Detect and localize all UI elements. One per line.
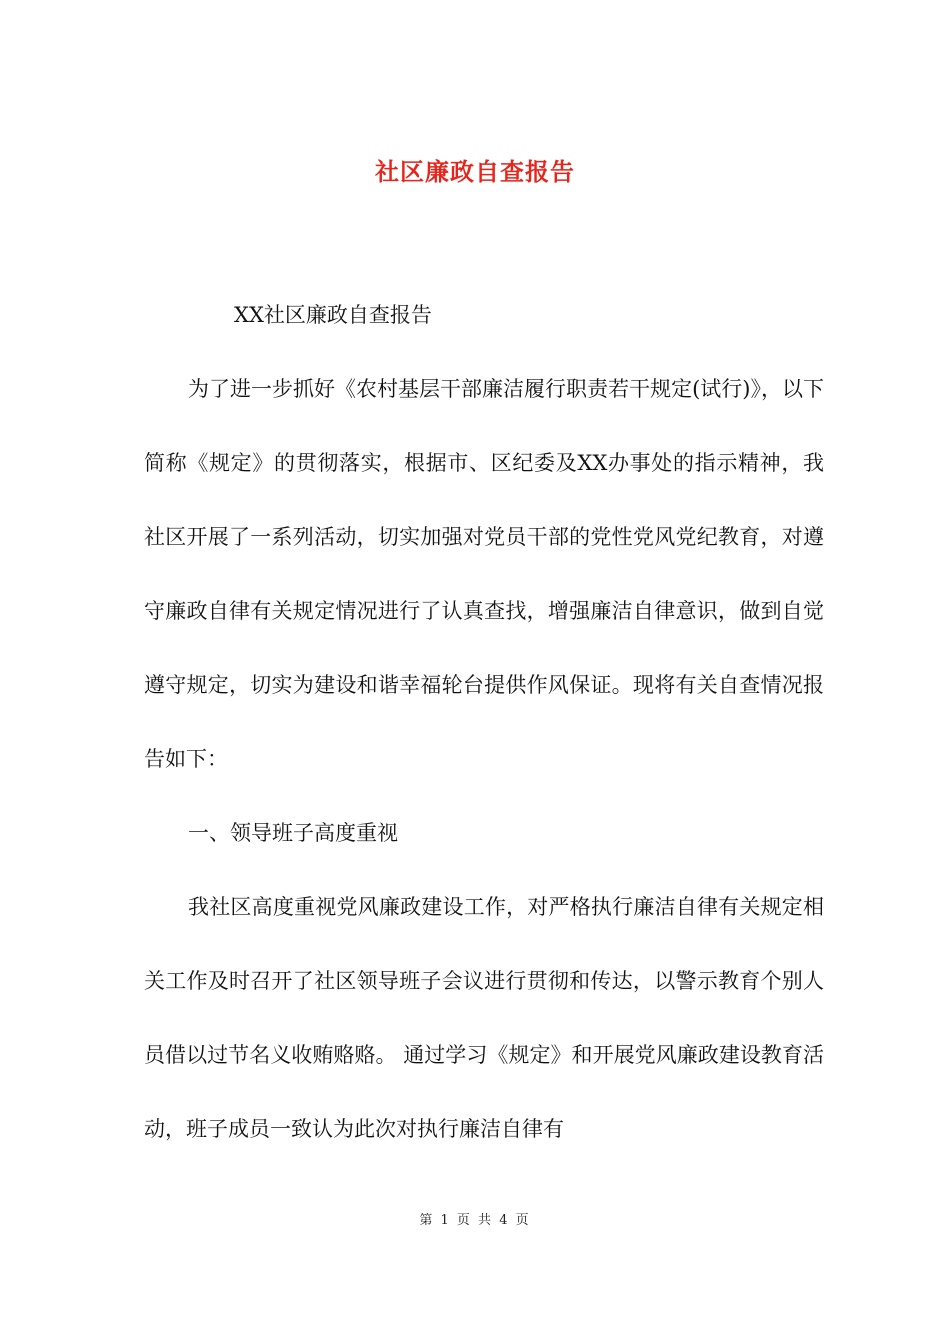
document-subtitle: XX社区廉政自查报告 — [234, 303, 432, 327]
paragraph-intro: 为了进一步抓好《农村基层干部廉洁履行职责若干规定(试行)》，以下简称《规定》的贯彻落实，根据市、区纪委及XX办事处的指示精神，我社区开展了一系列活动，切实加强对党员干部的党性党风党纪教育，对遵守廉政自律有关规定情况进行了认真查找，增强廉洁自律意识，做到自觉遵守规定，切实为建设和谐幸福轮台提供作风保证。现将有关自查情况报告如下： — [144, 377, 824, 771]
page-footer: 第 1 页 共 4 页 — [419, 1213, 531, 1228]
section-heading-leadership: 一、领导班子高度重视 — [188, 821, 398, 845]
paragraph-leadership: 我社区高度重视党风廉政建设工作，对严格执行廉洁自律有关规定相关工作及时召开了社区领导班子会议进行贯彻和传达，以警示教育个别人员借以过节名义收贿赂赂。 通过学习《规定》和开展党风廉政建设教育活动，班子成员一致认为此次对执行廉洁自律有 — [144, 895, 824, 1141]
document-body — [144, 278, 824, 1166]
document-title: 社区廉政自查报告 — [375, 157, 575, 187]
